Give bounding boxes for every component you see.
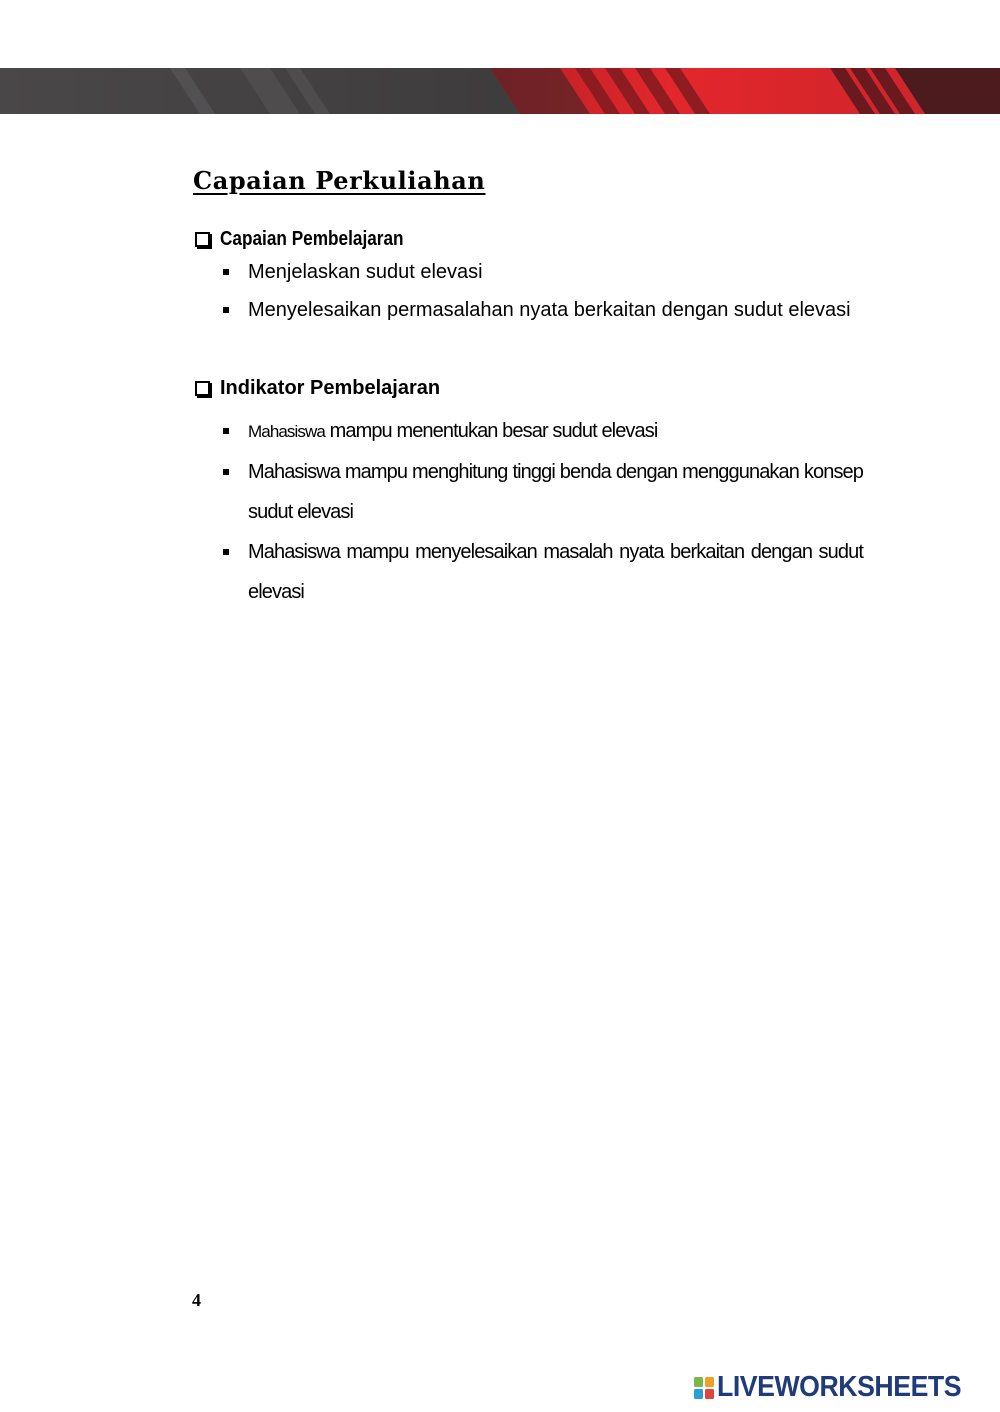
list-item (193, 292, 863, 329)
page-number: 4 (192, 1290, 201, 1310)
liveworksheets-brand (694, 1371, 982, 1404)
list-item-text: Menyelesaikan permasalahan nyata berkaitan dengan sudut elevasi (248, 298, 851, 321)
section-indikator-pembelajaran (193, 374, 863, 612)
square-bullet-icon (223, 307, 229, 313)
list-item (193, 532, 863, 612)
checkbox-icon (195, 232, 210, 247)
square-bullet-icon (223, 269, 229, 275)
list-item-text: mampu menentukan besar sudut elevasi (324, 420, 658, 442)
list-item-text: Mahasiswa mampu menghitung tinggi benda dengan menggunakan konsep sudut elevasi (248, 461, 863, 523)
list-item-text: Menjelaskan sudut elevasi (248, 261, 483, 283)
list-item-text: Mahasiswa mampu menyelesaikan masalah nyata berkaitan dengan sudut elevasi (248, 541, 863, 603)
section-capaian-pembelajaran (193, 225, 863, 328)
bullet-list (193, 411, 863, 612)
page-title: Capaian Perkuliahan (193, 166, 486, 195)
checkbox-icon (195, 381, 210, 396)
list-item (193, 411, 863, 452)
square-bullet-icon (223, 428, 229, 434)
list-item-lead: Mahasiswa (248, 422, 325, 441)
section-title: Indikator Pembelajaran (220, 376, 441, 399)
header-banner (0, 68, 1000, 114)
section-heading (193, 225, 863, 253)
square-bullet-icon (223, 469, 229, 475)
liveworksheets-logo-icon (694, 1377, 714, 1399)
bullet-list (193, 254, 863, 328)
list-item (193, 254, 863, 291)
section-title: Capaian Pembelajaran (220, 227, 404, 250)
list-item (193, 452, 863, 532)
square-bullet-icon (223, 549, 229, 555)
section-heading (193, 374, 863, 402)
brand-wordmark: LIVEWORKSHEETS (717, 1371, 962, 1403)
